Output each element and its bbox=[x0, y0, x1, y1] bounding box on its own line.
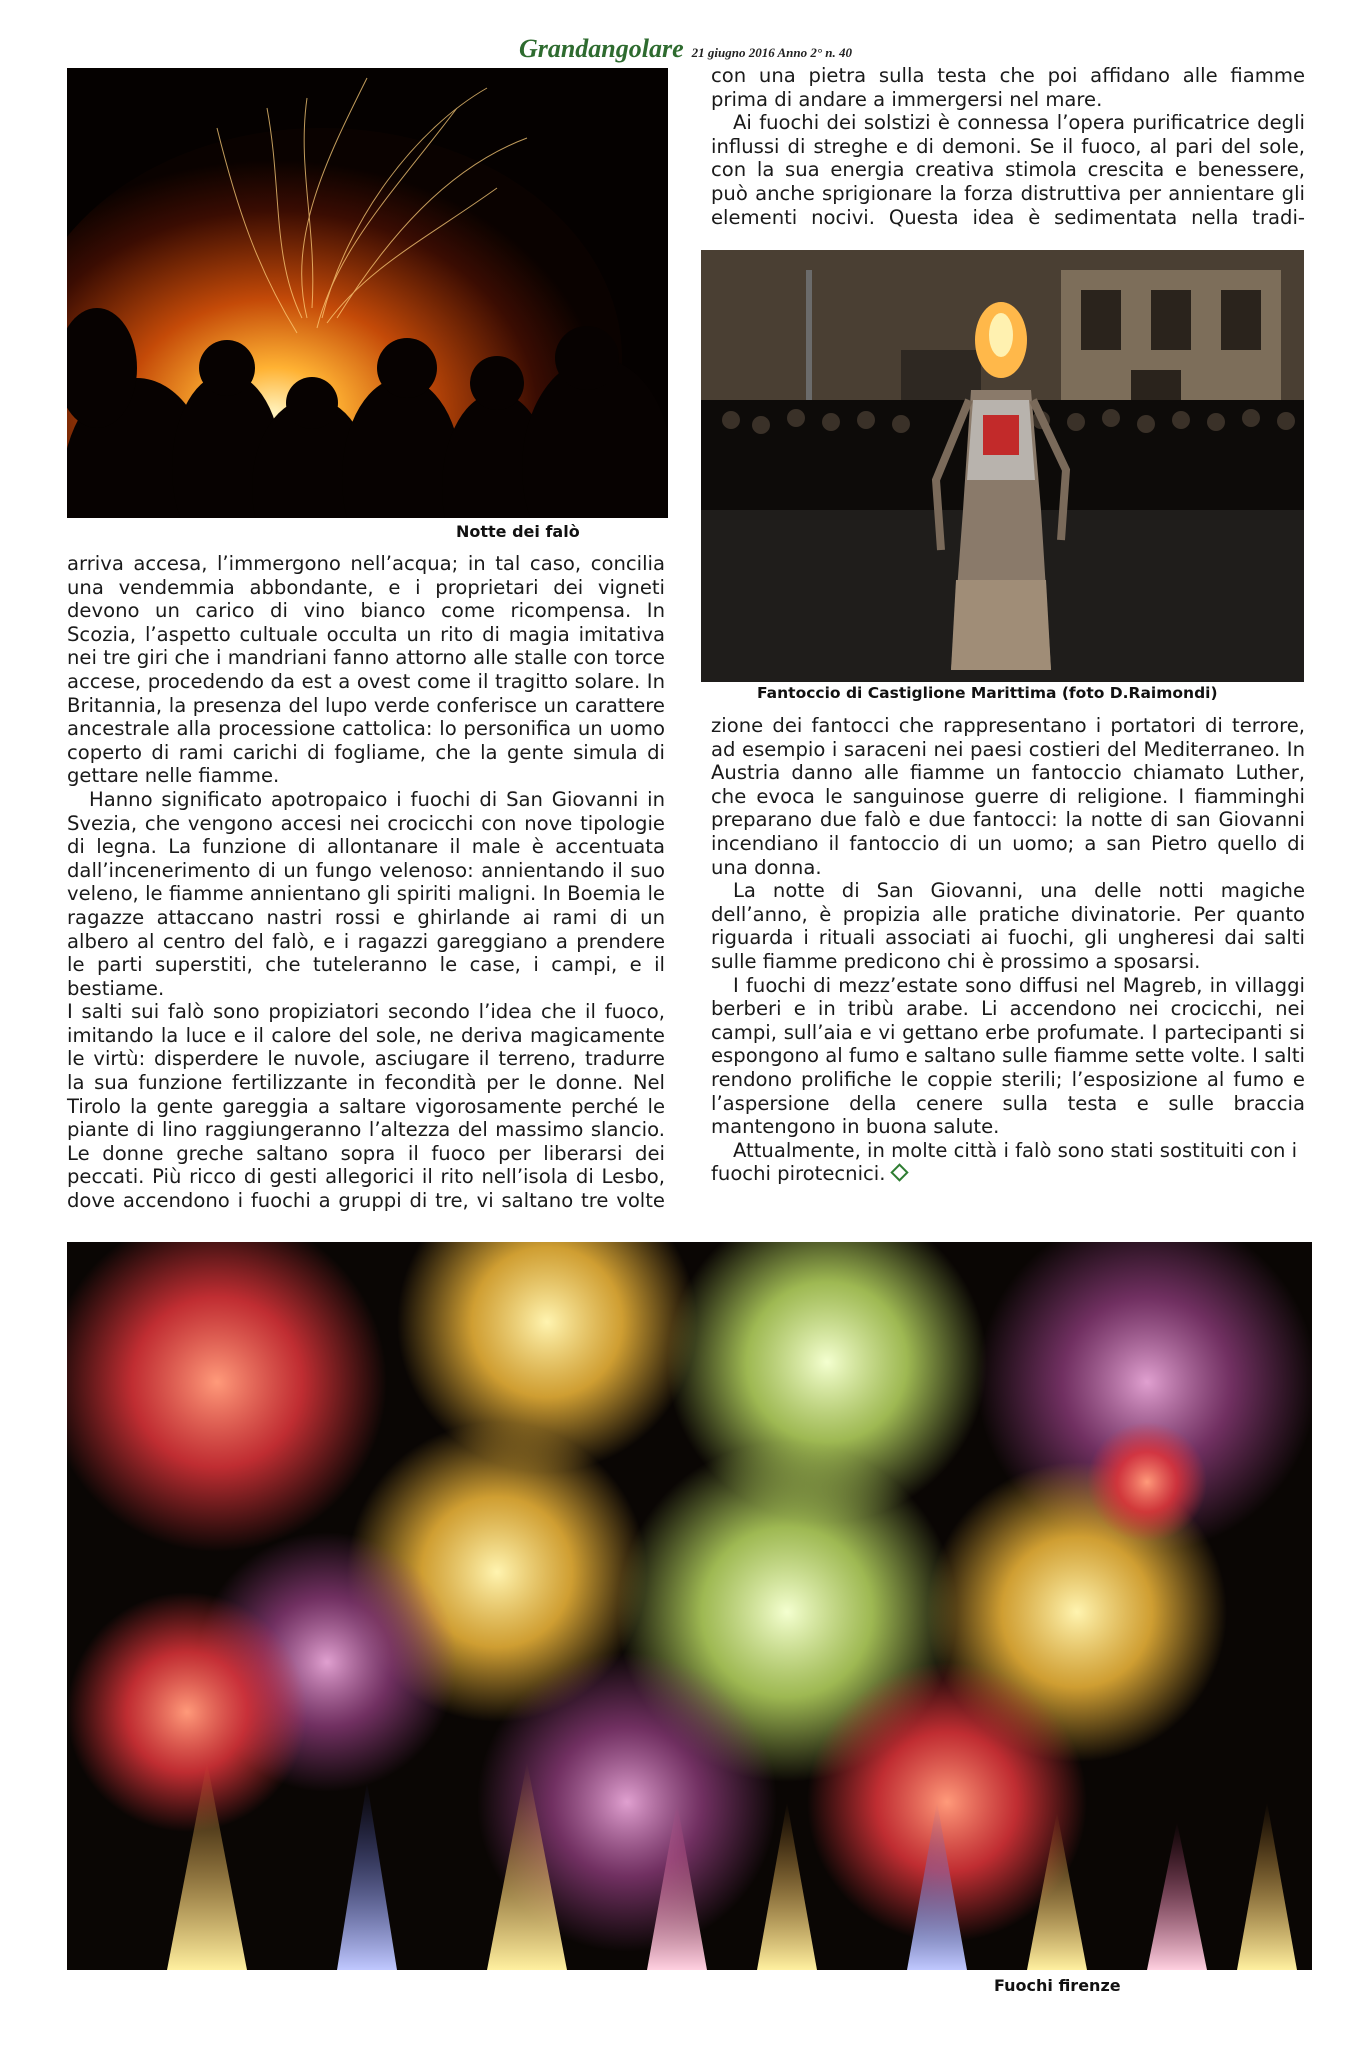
article-paragraph: con una pietra sulla testa che poi affidano alle fiamme prima di andare a immergersi nel mare. bbox=[711, 64, 1305, 111]
effigy-caption: Fantoccio di Castiglione Marittima (foto D.Raimondi) bbox=[757, 684, 1218, 702]
article-paragraph: arriva accesa, l’immergono nell’acqua; in tal caso, concilia una vendemmia abbondante, e i proprietari dei vigneti devono un carico di vino bianco come ricompensa. In Scozia, l’aspetto cultuale occulta un rito di magia imitativa nei tre giri che i mandriani fanno attorno alle stalle con torce accese, procedendo da est a ovest come il tragitto solare. In Britannia, la presenza del lupo verde conferisce un carattere ancestrale alla processione cattolica: lo personifica un uomo coperto di rami carichi di fogliame, che la gente simula di gettare nelle fiamme. bbox=[67, 552, 665, 788]
issue-info: 21 giugno 2016 Anno 2° n. 40 bbox=[691, 45, 853, 60]
article-paragraph: Hanno significato apotropaico i fuochi di San Giovanni in Svezia, che vengono accesi nei crocicchi con nove tipologie di legna. La funzione di allontanare il male è accentuata dall’incenerimento di un fungo velenoso: annientando il suo veleno, le fiamme annientano gli spiriti maligni. In Boemia le ragazze attaccano nastri rossi e ghirlande ai rami di un albero al centro del falò, e i ragazzi gareggiano a prendere le parti superstiti, che tuteleranno le case, i campi, e il bestiame. bbox=[67, 787, 665, 1000]
article-paragraph: La notte di San Giovanni, una delle notti magiche dell’anno, è propizia alle pratiche divinatorie. Per quanto riguarda i rituali associati ai fuochi, gli ungheresi dai salti sulle fiamme predicono chi è prossimo a sposarsi. bbox=[711, 879, 1305, 973]
diamond-end-icon bbox=[891, 1164, 909, 1182]
article-paragraph: I fuochi di mezz’estate sono diffusi nel Magreb, in villaggi berberi e in tribù arabe. Li accendono nei crocicchi, nei campi, sull’aia e vi gettano erbe profumate. I partecipanti si espongono al fumo e saltano sulle fiamme sette volte. I salti rendono prolifiche le coppie sterili; l’esposizione al fumo e l’aspersione della cenere sulla testa e sulle braccia mantengono in buona salute. bbox=[711, 973, 1305, 1139]
article-closing-text: Attualmente, in molte città i falò sono stati sostituiti con i fuochi pirotecnici. bbox=[711, 1138, 1298, 1186]
article-column-right-top bbox=[711, 64, 1305, 229]
article-paragraph: Ai fuochi dei solstizi è connessa l’opera purificatrice degli influssi di streghe e di demoni. Se il fuoco, al pari del sole, con la sua energia creativa stimola crescita e benessere, può anche sprigionare la forza distruttiva per annientare gli elementi nocivi. Questa idea è sedimentata nella tradi- bbox=[711, 111, 1305, 229]
fireworks-caption: Fuochi firenze bbox=[994, 1976, 1121, 1995]
fireworks-photo bbox=[67, 1242, 1312, 1970]
bonfire-caption: Notte dei falò bbox=[456, 522, 580, 541]
publication-title: Grandangolare bbox=[518, 34, 684, 63]
effigy-photo bbox=[701, 250, 1304, 682]
article-closing-paragraph bbox=[711, 1139, 1305, 1186]
article-column-right-bottom bbox=[711, 714, 1305, 1186]
bonfire-photo bbox=[67, 68, 668, 518]
article-paragraph: I salti sui falò sono propiziatori secondo l’idea che il fuoco, imitando la luce e il calore del sole, ne deriva magicamente le virtù: disperdere le nuvole, asciugare il terreno, tradurre la sua funzione fertilizzante in fecondità per le donne. Nel Tirolo la gente gareggia a saltare vigorosamente perché le piante di lino raggiungeranno l’altezza del massimo slancio. Le donne greche saltano sopra il fuoco per liberarsi dei peccati. Più ricco di gesti allegorici il rito nell’isola di Lesbo, dove accendono i fuochi a gruppi di tre, vi saltano tre volte bbox=[67, 1000, 665, 1213]
masthead bbox=[0, 34, 1371, 64]
article-paragraph: zione dei fantocci che rappresentano i portatori di terrore, ad esempio i saraceni nei paesi costieri del Mediterraneo. In Austria danno alle fiamme un fantoccio chiamato Luther, che evoca le sanguinose guerre di religione. I fiamminghi preparano due falò e due fantocci: la notte di san Giovanni incendiano il fantoccio di un uomo; a san Pietro quello di una donna. bbox=[711, 714, 1305, 879]
article-column-left bbox=[67, 552, 665, 1213]
